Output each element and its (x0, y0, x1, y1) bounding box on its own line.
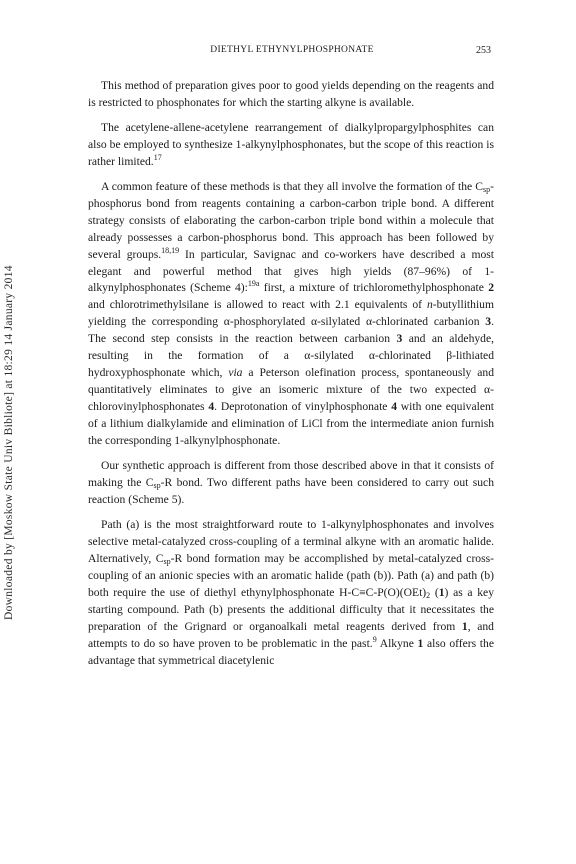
paragraph-2: The acetylene-allene-acetylene rearrangement of dialkylpropargylphosphites can also be employed to synthesize 1-alkynylphosphonates, but the scope of this reaction is rather limited.$^{17}$ (88, 120, 494, 168)
via-italic: via (228, 366, 243, 380)
paragraph-5: Path (a) is the most straightforward route to 1-alkynylphosphonates and involves selective metal-catalyzed cross-coupling of a terminal alkyne with an aromatic halide. Alternatively, $C_{sp}-R$ bond formation may be accomplished by metal-catalyzed cross-coupling of an anionic species with an aromatic halide (path (b)). Path (a) and path (b) both require the use of diethyl ethynylphosphonate $H-C\equiv C-P(O)(OEt)_2$ (1) as a key starting compound. Path (b) presents the additional difficulty that it necessitates the preparation of the Grignard or organoalkali metal reagents derived from 1, and attempts to do so have proven to be problematic in the past.$^9$ Alkyne 1 also offers the advantage that symmetrical diacetylenic (88, 517, 495, 667)
compound-1: 1 (417, 636, 424, 650)
reference-18-19: 18,19 (161, 245, 180, 255)
page-number: 253 (476, 45, 491, 56)
compound-3: 3 (485, 315, 492, 329)
paragraph-4: Our synthetic approach is different from those described above in that it consists of making the $C_{sp}-R$ bond. Two different paths have been considered to carry out such reaction (Scheme 5). (88, 459, 494, 506)
body-text (88, 78, 494, 677)
sp-subscript: sp (163, 556, 171, 566)
sp-subscript: sp (153, 480, 161, 490)
compound-4: 4 (208, 400, 215, 414)
compound-1: 1 (438, 585, 445, 599)
reference-9: 9 (372, 634, 377, 644)
running-head: DIETHYL ETHYNYLPHOSPHONATE (210, 45, 374, 55)
compound-4: 4 (391, 400, 398, 414)
download-side-note: Downloaded by [Moskow State Univ Bibliote] at 18:29 14 January 2014 (3, 265, 15, 620)
compound-2: 2 (488, 281, 494, 295)
subscript-2: 2 (426, 590, 431, 600)
paragraph-3: A common feature of these methods is that they all involve the formation of the $C_{sp}-$ phosphorus bond from reagents containing a carbon-carbon triple bond. A different strategy consists of elaborating the carbon-carbon triple bond within a molecule that already possesses a carbon-phosphorus bond. This approach has been followed by several groups.$^{18,19}$ In particular, Savignac and co-workers have described a most elegant and powerful method that gives high yields (87–96%) of 1-alkynylphosphonates (Scheme 4):$^{19a}$ first, a mixture of trichloromethylphosphonate 2 and chlorotrimethylsilane is allowed to react with 2.1 equivalents of n-butyllithium yielding the corresponding α-phosphorylated α-silylated α-chlorinated carbanion 3. The second step consists in the reaction between carbanion 3 and an aldehyde, resulting in the formation of a α-silylated α-chlorinated β-lithiated hydroxyphosphonate which, via a Peterson olefination process, spontaneously and quantitatively eliminates to give an isomeric mixture of the two expected α-chlorovinylphosphonates 4. Deprotonation of vinylphosphonate 4 with one equivalent of a lithium dialkylamide and elimination of LiCl from the intermediate anion furnish the corresponding 1-alkynylphosphonate. (88, 179, 495, 448)
sp-subscript: sp (483, 184, 491, 194)
paragraph-1: This method of preparation gives poor to good yields depending on the reagents and is restricted to phosphonates for which the starting alkyne is available. (88, 79, 494, 109)
compound-3: 3 (396, 332, 403, 346)
reference-17: 17 (153, 152, 162, 162)
reference-19a: 19a (247, 279, 260, 289)
compound-1: 1 (461, 619, 468, 633)
n-prefix: n (427, 298, 433, 312)
